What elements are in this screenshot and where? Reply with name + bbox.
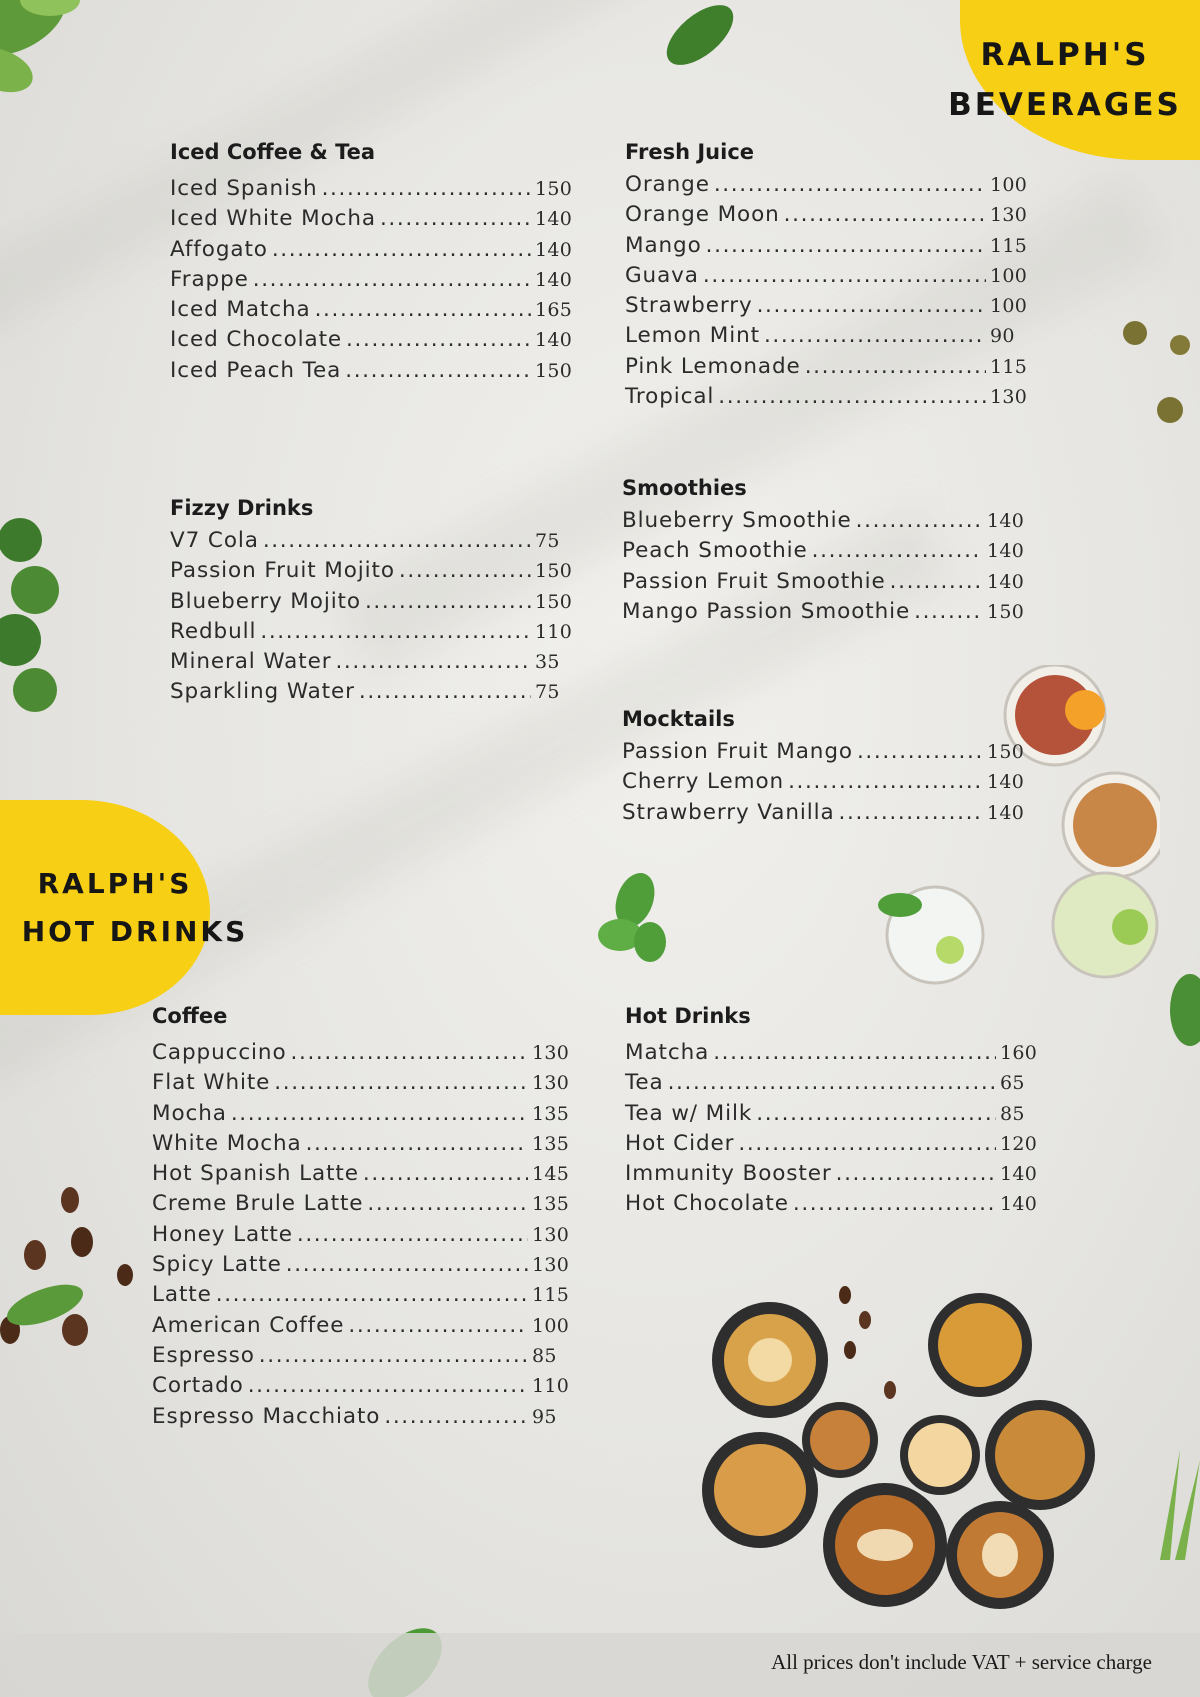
dot-leader xyxy=(812,538,983,563)
item-name: Hot Spanish Latte xyxy=(152,1161,359,1187)
menu-item xyxy=(625,1191,1040,1221)
section-title: Coffee xyxy=(152,1004,228,1028)
dot-leader xyxy=(345,358,531,383)
footer-note: All prices don't include VAT + service charge xyxy=(771,1650,1152,1674)
item-name: Orange Moon xyxy=(625,202,780,228)
menu-item xyxy=(170,589,575,619)
item-price: 100 xyxy=(990,264,1028,287)
dot-leader xyxy=(286,1252,528,1277)
coffee-beans-left-icon xyxy=(0,1180,150,1410)
menu-item xyxy=(152,1252,572,1282)
menu-item xyxy=(170,358,575,388)
menu-item xyxy=(622,800,1027,830)
section-title: Mocktails xyxy=(622,707,735,731)
item-price: 135 xyxy=(532,1132,570,1155)
item-price: 130 xyxy=(990,386,1028,409)
item-price: 140 xyxy=(987,801,1025,824)
menu-item xyxy=(625,384,1030,414)
dot-leader xyxy=(788,769,983,794)
item-price: 90 xyxy=(990,325,1015,348)
item-price: 115 xyxy=(990,355,1028,378)
item-price: 130 xyxy=(532,1042,570,1064)
item-price: 130 xyxy=(532,1072,570,1095)
item-price: 140 xyxy=(535,329,573,352)
dot-leader xyxy=(322,176,531,201)
item-price: 65 xyxy=(1000,1072,1025,1095)
item-price: 135 xyxy=(532,1193,570,1216)
item-price: 35 xyxy=(535,651,560,674)
menu-item xyxy=(170,176,575,206)
item-price: 150 xyxy=(987,741,1025,763)
menu-item xyxy=(622,599,1027,629)
dot-leader xyxy=(793,1191,996,1216)
item-name: Espresso Macchiato xyxy=(152,1403,381,1429)
item-name: Cherry Lemon xyxy=(622,769,785,795)
item-name: Passion Fruit Mojito xyxy=(170,558,395,584)
item-price: 120 xyxy=(1000,1132,1038,1155)
item-name: Iced White Mocha xyxy=(170,206,376,232)
section-mocktails xyxy=(622,707,1027,830)
dot-leader xyxy=(706,233,986,258)
item-price: 85 xyxy=(532,1344,557,1367)
menu-item xyxy=(625,354,1030,384)
grass-right-icon xyxy=(1150,1450,1200,1560)
menu-list xyxy=(625,172,1030,414)
dot-leader xyxy=(839,800,983,825)
dot-leader xyxy=(291,1040,528,1065)
menu-item xyxy=(170,679,575,709)
item-price: 150 xyxy=(535,178,573,200)
menu-list xyxy=(170,176,575,388)
item-name: Passion Fruit Smoothie xyxy=(622,568,886,594)
dot-leader xyxy=(359,679,531,704)
menu-item xyxy=(152,1040,572,1070)
item-price: 165 xyxy=(535,299,573,322)
menu-item xyxy=(622,769,1027,799)
dot-leader xyxy=(380,206,531,231)
dot-leader xyxy=(714,172,986,197)
section-title: Fresh Juice xyxy=(625,140,755,164)
item-price: 100 xyxy=(990,295,1028,318)
menu-item xyxy=(170,327,575,357)
menu-item xyxy=(152,1282,572,1312)
item-price: 140 xyxy=(987,540,1025,563)
menu-item xyxy=(625,263,1030,293)
dot-leader xyxy=(713,1040,996,1065)
item-name: Creme Brule Latte xyxy=(152,1191,364,1217)
item-name: Cortado xyxy=(152,1373,244,1399)
item-price: 140 xyxy=(987,570,1025,593)
item-price: 110 xyxy=(535,620,573,643)
menu-item xyxy=(170,237,575,267)
item-name: Flat White xyxy=(152,1070,271,1096)
dot-leader xyxy=(718,384,986,409)
menu-item xyxy=(152,1343,572,1373)
dot-leader xyxy=(363,1161,528,1186)
item-name: Mineral Water xyxy=(170,649,332,675)
brand-hot-drinks-title: RALPH'S HOT DRINKS xyxy=(21,867,249,948)
dot-leader xyxy=(263,528,531,553)
dot-leader xyxy=(668,1070,996,1095)
item-price: 140 xyxy=(1000,1163,1038,1186)
item-price: 100 xyxy=(990,174,1028,196)
dot-leader xyxy=(365,589,531,614)
brand-beverages-title: RALPH'S BEVERAGES xyxy=(948,37,1182,123)
item-name: Guava xyxy=(625,262,699,288)
item-name: White Mocha xyxy=(152,1130,302,1156)
item-price: 75 xyxy=(535,530,560,552)
menu-item xyxy=(152,1070,572,1100)
item-name: Iced Spanish xyxy=(170,176,318,201)
item-price: 115 xyxy=(990,234,1028,257)
section-hot-drinks xyxy=(625,1004,1040,1222)
item-name: Lemon Mint xyxy=(625,323,760,349)
item-price: 110 xyxy=(532,1375,570,1398)
item-name: Redbull xyxy=(170,618,257,644)
menu-item xyxy=(170,528,575,558)
dot-leader xyxy=(914,599,983,624)
dot-leader xyxy=(346,327,531,352)
item-name: Mango xyxy=(625,232,702,258)
item-name: Peach Smoothie xyxy=(622,538,808,564)
item-name: Latte xyxy=(152,1282,212,1308)
item-name: Hot Cider xyxy=(625,1130,735,1156)
section-title: Fizzy Drinks xyxy=(170,496,314,520)
item-price: 140 xyxy=(535,208,573,231)
dot-leader xyxy=(367,1191,528,1216)
menu-item xyxy=(625,1070,1040,1100)
menu-item xyxy=(622,569,1027,599)
mint-leaf-icon xyxy=(595,870,675,970)
menu-item xyxy=(170,649,575,679)
menu-item xyxy=(152,1222,572,1252)
menu-item xyxy=(152,1161,572,1191)
section-title: Iced Coffee & Tea xyxy=(170,140,376,164)
section-fizzy-drinks xyxy=(170,496,575,710)
menu-item xyxy=(152,1373,572,1403)
item-price: 85 xyxy=(1000,1102,1025,1125)
menu-item xyxy=(170,267,575,297)
dot-leader xyxy=(306,1131,528,1156)
item-price: 150 xyxy=(987,600,1025,623)
leaf-right-icon xyxy=(1160,970,1200,1050)
menu-item xyxy=(625,1040,1040,1070)
dot-leader xyxy=(890,569,983,594)
dot-leader xyxy=(216,1282,528,1307)
menu-list xyxy=(152,1040,572,1434)
footer-bar xyxy=(0,1633,1200,1697)
menu-item xyxy=(152,1404,572,1434)
item-price: 150 xyxy=(535,590,573,613)
item-name: Hot Chocolate xyxy=(625,1191,789,1217)
item-price: 140 xyxy=(987,510,1025,532)
item-price: 160 xyxy=(1000,1042,1038,1064)
menu-item xyxy=(625,172,1030,202)
dot-leader xyxy=(836,1161,996,1186)
section-coffee xyxy=(152,1004,572,1434)
item-name: Mango Passion Smoothie xyxy=(622,598,911,624)
dot-leader xyxy=(784,202,986,227)
item-name: Cappuccino xyxy=(152,1040,287,1065)
item-price: 100 xyxy=(532,1314,570,1337)
dot-leader xyxy=(259,1343,528,1368)
item-name: Mocha xyxy=(152,1100,227,1126)
item-name: Spicy Latte xyxy=(152,1252,282,1278)
item-name: Tropical xyxy=(625,384,715,410)
leaf-top-icon xyxy=(655,0,745,80)
herb-leaves-top-left-icon xyxy=(0,0,100,130)
item-price: 95 xyxy=(532,1405,557,1428)
menu-list xyxy=(622,739,1027,830)
dot-leader xyxy=(348,1313,528,1338)
dot-leader xyxy=(805,354,986,379)
item-name: Tea w/ Milk xyxy=(625,1100,753,1126)
item-price: 115 xyxy=(532,1284,570,1307)
item-price: 150 xyxy=(535,560,573,583)
item-price: 135 xyxy=(532,1102,570,1125)
item-name: Affogato xyxy=(170,236,268,262)
menu-item xyxy=(622,508,1027,538)
dot-leader xyxy=(272,237,531,262)
menu-item xyxy=(152,1313,572,1343)
dot-leader xyxy=(231,1101,528,1126)
menu-item xyxy=(170,206,575,236)
section-title: Smoothies xyxy=(622,476,747,500)
item-name: Espresso xyxy=(152,1342,255,1368)
item-price: 140 xyxy=(535,238,573,261)
menu-list xyxy=(170,528,575,710)
dot-leader xyxy=(274,1070,528,1095)
menu-item xyxy=(152,1131,572,1161)
dot-leader xyxy=(260,619,531,644)
menu-item xyxy=(152,1101,572,1131)
item-name: Strawberry Vanilla xyxy=(622,799,835,825)
dot-leader xyxy=(857,739,983,764)
menu-item xyxy=(625,293,1030,323)
dot-leader xyxy=(757,293,986,318)
dot-leader xyxy=(756,1101,996,1126)
item-price: 150 xyxy=(535,359,573,382)
coffee-cups-icon xyxy=(700,1280,1120,1650)
item-price: 130 xyxy=(532,1223,570,1246)
item-price: 130 xyxy=(990,204,1028,227)
menu-item xyxy=(170,297,575,327)
item-name: Tea xyxy=(625,1070,664,1096)
menu-item xyxy=(152,1191,572,1221)
item-name: Iced Peach Tea xyxy=(170,357,342,383)
item-name: Orange xyxy=(625,172,710,197)
item-name: Pink Lemonade xyxy=(625,353,801,379)
dot-leader xyxy=(253,267,531,292)
dot-leader xyxy=(856,508,983,533)
section-iced-coffee-tea xyxy=(170,140,575,388)
dot-leader xyxy=(738,1131,996,1156)
item-name: Blueberry Smoothie xyxy=(622,508,852,533)
dot-leader xyxy=(703,263,986,288)
item-name: American Coffee xyxy=(152,1312,345,1338)
menu-item xyxy=(625,323,1030,353)
menu-item xyxy=(625,1101,1040,1131)
item-name: Matcha xyxy=(625,1040,710,1065)
item-name: Strawberry xyxy=(625,293,753,319)
menu-list xyxy=(625,1040,1040,1222)
item-name: Immunity Booster xyxy=(625,1161,832,1187)
item-name: Frappe xyxy=(170,266,249,292)
item-name: Blueberry Mojito xyxy=(170,588,361,614)
seeds-right-icon xyxy=(1110,315,1200,435)
menu-item xyxy=(622,538,1027,568)
dot-leader xyxy=(384,1404,528,1429)
menu-list xyxy=(622,508,1027,629)
parsley-left-icon xyxy=(0,510,70,740)
item-name: Sparkling Water xyxy=(170,679,355,705)
item-price: 145 xyxy=(532,1163,570,1186)
item-price: 140 xyxy=(1000,1193,1038,1216)
item-name: Passion Fruit Mango xyxy=(622,739,853,764)
item-name: Iced Matcha xyxy=(170,297,311,323)
dot-leader xyxy=(335,649,531,674)
section-title: Hot Drinks xyxy=(625,1004,751,1028)
menu-item xyxy=(170,558,575,588)
dot-leader xyxy=(399,558,531,583)
item-name: Iced Chocolate xyxy=(170,327,343,353)
section-fresh-juice xyxy=(625,140,1030,414)
item-price: 140 xyxy=(987,771,1025,794)
item-price: 130 xyxy=(532,1254,570,1277)
menu-item xyxy=(625,202,1030,232)
menu-item xyxy=(625,1131,1040,1161)
menu-item xyxy=(625,1161,1040,1191)
item-price: 75 xyxy=(535,681,560,704)
item-price: 140 xyxy=(535,268,573,291)
item-name: Honey Latte xyxy=(152,1221,293,1247)
dot-leader xyxy=(315,297,531,322)
section-smoothies xyxy=(622,476,1027,629)
menu-item xyxy=(170,619,575,649)
item-name: V7 Cola xyxy=(170,528,259,553)
dot-leader xyxy=(297,1222,528,1247)
dot-leader xyxy=(764,323,986,348)
menu-item xyxy=(625,233,1030,263)
dot-leader xyxy=(248,1373,528,1398)
menu-item xyxy=(622,739,1027,769)
